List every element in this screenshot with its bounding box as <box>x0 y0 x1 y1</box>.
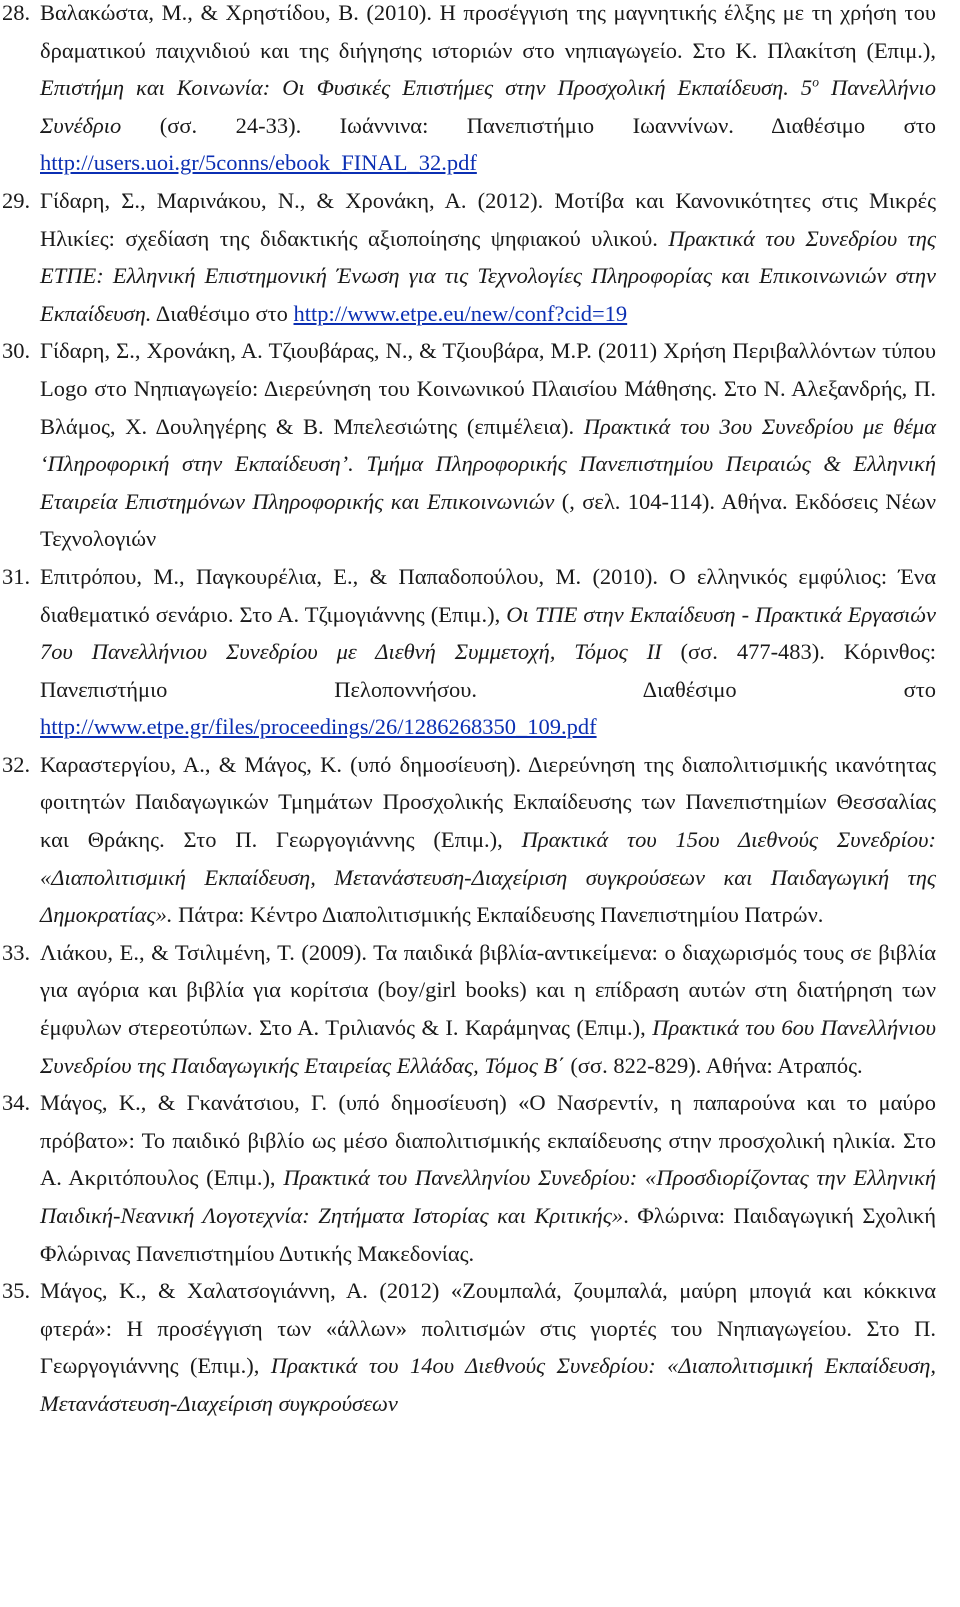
reference-source-title: Πρακτικά του 14ου Διεθνούς Συνεδρίου: «Διαπολιτισμική Εκπαίδευση, Μετανάστευση-Διαχείριση συγκρούσεων <box>40 1353 936 1416</box>
reference-source-title: Πανελλήνιο Συνέδριο <box>40 75 936 138</box>
reference-number: 30. <box>2 338 31 364</box>
reference-number: 31. <box>2 563 31 589</box>
reference-text: Επιτρόπου, Μ., Παγκουρέλια, Ε., & Παπαδοπούλου, Μ. (2010). Ο ελληνικός εμφύλιος: Ένα διαθεματικό σενάριο. Στο Α. Τζιμογιάννης (Επιμ.), <box>40 563 936 627</box>
reference-number: 34. <box>2 1090 31 1116</box>
reference-source-title: Πρακτικά του 15ου Διεθνούς Συνεδρίου: «Διαπολιτισμική Εκπαίδευση, Μετανάστευση-Διαχείριση συγκρούσεων και Παιδαγωγική της Δημοκρατίας». <box>40 827 936 928</box>
reference-number: 32. <box>2 751 31 777</box>
reference-source-title: Πρακτικά του 6ου Πανελλήνιου Συνεδρίου της Παιδαγωγικής Εταιρείας Ελλάδας, Τόμος Β΄ <box>40 1015 936 1078</box>
reference-source-title: Οι ΤΠΕ στην Εκπαίδευση - Πρακτικά Εργασιών 7ου Πανελλήνιου Συνεδρίου με Διεθνή Συμμετοχή, Τόμος ΙΙ <box>40 601 936 665</box>
reference-text: Πάτρα: Κέντρο Διαπολιτισμικής Εκπαίδευσης Πανεπιστημίου Πατρών. <box>172 902 824 928</box>
reference-item <box>0 332 960 558</box>
reference-number: 33. <box>2 939 31 965</box>
reference-item <box>0 558 960 746</box>
reference-text: (σσ. 477-483). Κόρινθος: Πανεπιστήμιο Πελοποννήσου. Διαθέσιμο στο <box>40 639 936 702</box>
reference-text: Λιάκου, Ε., & Τσιλιμένη, Τ. (2009). Τα παιδικά βιβλία-αντικείμενα: ο διαχωρισμός τους σε βιβλία για αγόρια και βιβλία για κορίτσια (boy/girl books) και η επίδραση αυτών στη διατήρηση των έμφυλων στερεοτύπων. Στο Α. Τριλιανός & Ι. Καράμηνας (Επιμ.), <box>40 939 936 1041</box>
reference-source-title: Πρακτικά του Πανελληνίου Συνεδρίου: «Προσδιορίζοντας την Ελληνική Παιδική-Νεανική Λογοτεχνία: Ζητήματα Ιστορίας και Κριτικής» <box>40 1165 936 1228</box>
reference-item <box>0 182 960 332</box>
reference-text: Βαλακώστα, Μ., & Χρηστίδου, Β. (2010). Η προσέγγιση της μαγνητικής έλξης με τη χρήση του δραματικού παιχνιδιού και της διήγησης ιστοριών στο νηπιαγωγείο. Στο Κ. Πλακίτση (Επιμ.), <box>40 0 936 63</box>
reference-text: (σσ. 822-829). Αθήνα: Ατραπός. <box>564 1052 863 1078</box>
reference-source-title: ο <box>812 74 819 90</box>
reference-link[interactable]: http://www.etpe.gr/files/proceedings/26/1286268350_109.pdf <box>40 714 597 740</box>
reference-number: 29. <box>2 187 31 213</box>
reference-item <box>0 1272 960 1422</box>
reference-text: . Φλώρινα: Παιδαγωγική Σχολική Φλώρινας Πανεπιστημίου Δυτικής Μακεδονίας. <box>40 1203 937 1266</box>
reference-text: Γίδαρη, Σ., Χρονάκη, Α. Τζιουβάρας, Ν., & Τζιουβάρα, Μ.Ρ. (2011) Χρήση Περιβαλλόντων τύπου Logo στο Νηπιαγωγείο: Διερεύνηση του Κοινωνικού Πλαισίου Μάθησης. Στο Ν. Αλεξανδρής, Π. Βλάμος, Χ. Δουληγέρης & Β. Μπελεσιώτης (επιμέλεια). <box>40 338 936 439</box>
reference-number: 28. <box>2 0 31 25</box>
reference-text: Μάγος, Κ., & Χαλατσογιάννη, Α. (2012) «Ζουμπαλά, ζουμπαλά, μαύρη μπογιά και κόκκινα φτερά»: Η προσέγγιση των «άλλων» πολιτισμών στις γιορτές του Νηπιαγωγείου. Στο Π. Γεωργογιάννης (Επιμ.), <box>40 1278 936 1379</box>
reference-text: Γίδαρη, Σ., Μαρινάκου, Ν., & Χρονάκη, Α. (2012). Μοτίβα και Κανονικότητες στις Μικρές Ηλικίες: σχεδίαση της διδακτικής αξιοποίησης ψηφιακού υλικού. <box>40 187 936 251</box>
reference-link[interactable]: http://users.uoi.gr/5conns/ebook_FINAL_32.pdf <box>40 150 477 176</box>
reference-text: Μάγος, Κ., & Γκανάτσιου, Γ. (υπό δημοσίευση) «Ο Νασρεντίν, η παπαρούνα και το μαύρο πρόβατο»: Το παιδικό βιβλίο ως μέσο διαπολιτισμικής εκπαίδευσης στην προσχολική ηλικία. Στο Α. Ακριτόπουλος (Επιμ.), <box>40 1090 936 1191</box>
reference-item <box>0 934 960 1084</box>
reference-text: (σσ. 24-33). Ιωάννινα: Πανεπιστήμιο Ιωαννίνων. Διαθέσιμο στο <box>121 112 936 138</box>
reference-text: Διαθέσιμο στο <box>151 300 294 326</box>
reference-link[interactable]: http://www.etpe.eu/new/conf?cid=19 <box>293 300 628 326</box>
reference-item <box>0 746 960 934</box>
reference-source-title: Επιστήμη και Κοινωνία: Οι Φυσικές Επιστήμες στην Προσχολική Εκπαίδευση. 5 <box>40 75 813 101</box>
reference-text: (, σελ. 104-114). Αθήνα. Εκδόσεις Νέων Τεχνολογιών <box>40 488 936 552</box>
reference-item <box>0 1084 960 1272</box>
reference-source-title: Πρακτικά του 3ου Συνεδρίου με θέμα ‘Πληροφορική στην Εκπαίδευση’. Τμήμα Πληροφορικής Πανεπιστημίου Πειραιώς & Ελληνική Εταιρεία Επιστημόνων Πληροφορικής και Επικοινωνιών <box>40 413 936 514</box>
reference-source-title: Πρακτικά του Συνεδρίου της ΕΤΠΕ: Ελληνική Επιστημονική Ένωση για τις Τεχνολογίες Πληροφορίας και Επικοινωνιών στην Εκπαίδευση. <box>40 225 936 326</box>
reference-number: 35. <box>2 1278 31 1304</box>
reference-text: Καραστεργίου, Α., & Μάγος, Κ. (υπό δημοσίευση). Διερεύνηση της διαπολιτισμικής ικανότητας φοιτητών Παιδαγωγικών Τμημάτων Προσχολικής Εκπαίδευσης των Πανεπιστημίων Θεσσαλίας και Θράκης. Στο Π. Γεωργογιάννης (Επιμ.), <box>40 751 936 853</box>
reference-item <box>0 0 960 182</box>
